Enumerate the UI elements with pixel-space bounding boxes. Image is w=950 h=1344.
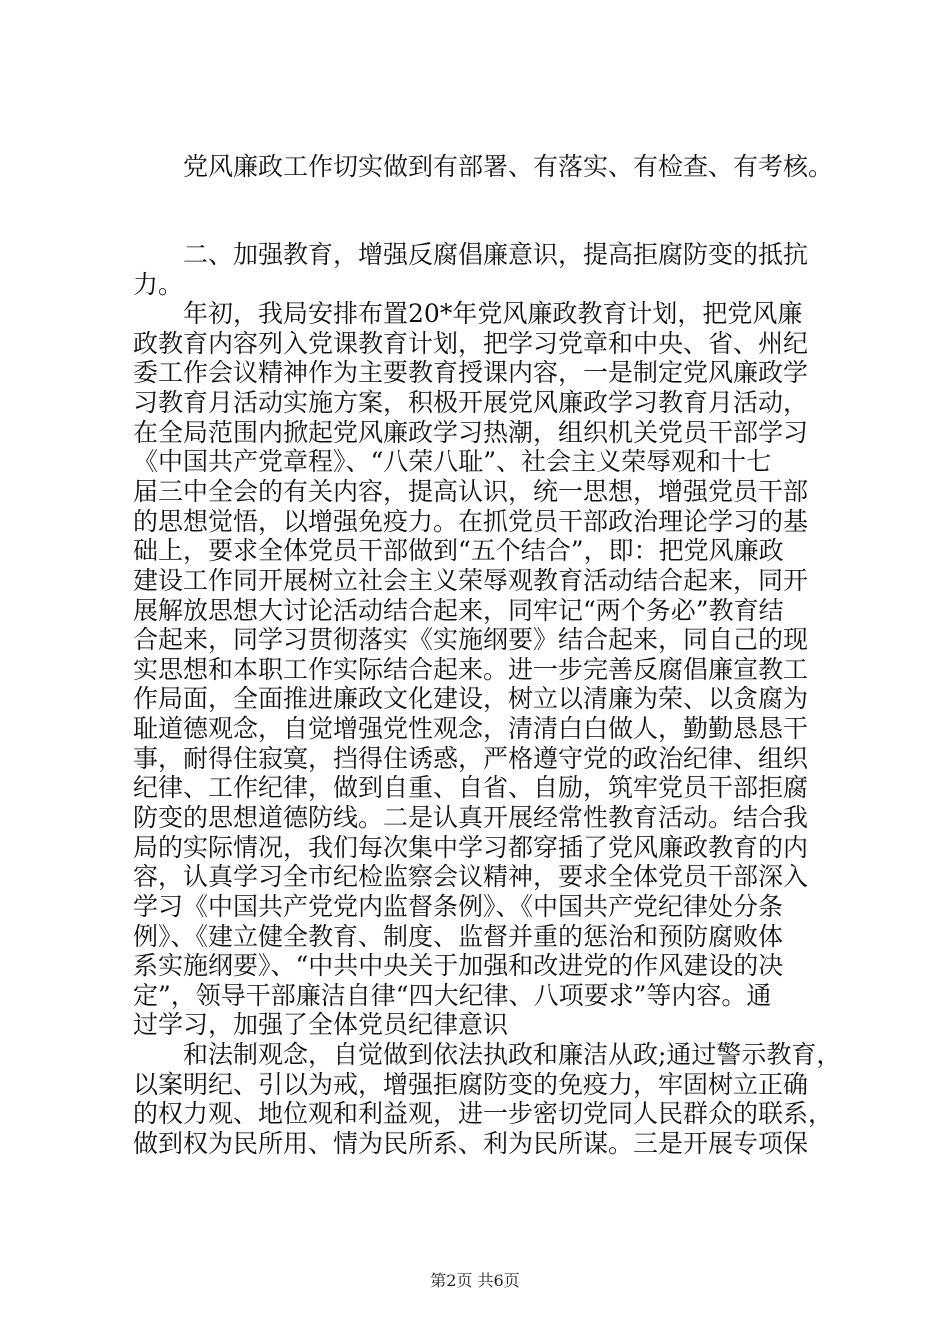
section-heading-continued: 力。 xyxy=(133,270,184,299)
body-text-line: 和法制观念，自觉做到依法执政和廉洁从政;通过警示教育， xyxy=(133,1040,842,1069)
body-text-line: 防变的思想道德防线。二是认真开展经常性教育活动。结合我 xyxy=(133,803,809,832)
body-text-line: 学习《中国共产党党内监督条例》、《中国共产党纪律处分条 xyxy=(133,892,784,921)
body-text-line: 委工作会议精神作为主要教育授课内容，一是制定党风廉政学 xyxy=(133,358,809,387)
body-text-line: 届三中全会的有关内容，提高认识，统一思想，增强党员干部 xyxy=(133,477,809,506)
body-text-line: 党风廉政工作切实做到有部署、有落实、有检查、有考核。 xyxy=(133,152,834,181)
body-text-line: 容，认真学习全市纪检监察会议精神，要求全体党员干部深入 xyxy=(133,862,809,891)
body-text-line: 事，耐得住寂寞，挡得住诱惑，严格遵守党的政治纪律、组织 xyxy=(133,744,809,773)
section-heading: 二、加强教育，增强反腐倡廉意识，提高拒腐防变的抵抗 xyxy=(133,240,809,269)
body-text-line: 定”，领导干部廉洁自律“四大纪律、八项要求”等内容。通 xyxy=(133,981,772,1010)
body-text-line: 建设工作同开展树立社会主义荣辱观教育活动结合起来，同开 xyxy=(133,566,809,595)
body-text-line: 作局面，全面推进廉政文化建设，树立以清廉为荣、以贪腐为 xyxy=(133,684,809,713)
body-text-line: 展解放思想大讨论活动结合起来，同牢记“两个务必”教育结 xyxy=(133,596,784,625)
body-text-line: 例》、《建立健全教育、制度、监督并重的惩治和预防腐败体 xyxy=(133,922,784,951)
body-text-line: 的权力观、地位观和利益观，进一步密切党同人民群众的联系， xyxy=(133,1099,834,1128)
body-text-line: 过学习，加强了全体党员纪律意识 xyxy=(133,1010,509,1039)
body-text-line: 础上，要求全体党员干部做到“五个结合”，即：把党风廉政 xyxy=(133,536,784,565)
body-text-line: 政教育内容列入党课教育计划，把学习党章和中央、省、州纪 xyxy=(133,329,809,358)
body-text-line: 在全局范围内掀起党风廉政学习热潮，组织机关党员干部学习 xyxy=(133,418,809,447)
body-text-line: 纪律、工作纪律，做到自重、自省、自励，筑牢党员干部拒腐 xyxy=(133,773,809,802)
body-text-line: 合起来，同学习贯彻落实《实施纲要》结合起来，同自己的现 xyxy=(133,625,809,654)
body-text-line: 耻道德观念，自觉增强党性观念，清清白白做人，勤勤恳恳干 xyxy=(133,714,809,743)
body-text-line: 习教育月活动实施方案，积极开展党风廉政学习教育月活动， xyxy=(133,388,809,417)
body-text-line: 《中国共产党章程》、“八荣八耻”、社会主义荣辱观和十七 xyxy=(133,447,772,476)
body-text-line: 局的实际情况，我们每次集中学习都穿插了党风廉政教育的内 xyxy=(133,833,809,862)
body-text-line: 以案明纪、引以为戒，增强拒腐防变的免疫力，牢固树立正确 xyxy=(133,1070,809,1099)
body-text-line: 实思想和本职工作实际结合起来。进一步完善反腐倡廉宣教工 xyxy=(133,655,809,684)
page-number-footer: 第2页 共6页 xyxy=(430,1271,520,1290)
body-text-line: 年初，我局安排布置20*年党风廉政教育计划，把党风廉 xyxy=(133,299,803,328)
body-text-line: 系实施纲要》、“中共中央关于加强和改进党的作风建设的决 xyxy=(133,951,784,980)
body-text-line: 做到权为民所用、情为民所系、利为民所谋。三是开展专项保 xyxy=(133,1129,809,1158)
body-text-line: 的思想觉悟，以增强免疫力。在抓党员干部政治理论学习的基 xyxy=(133,507,809,536)
